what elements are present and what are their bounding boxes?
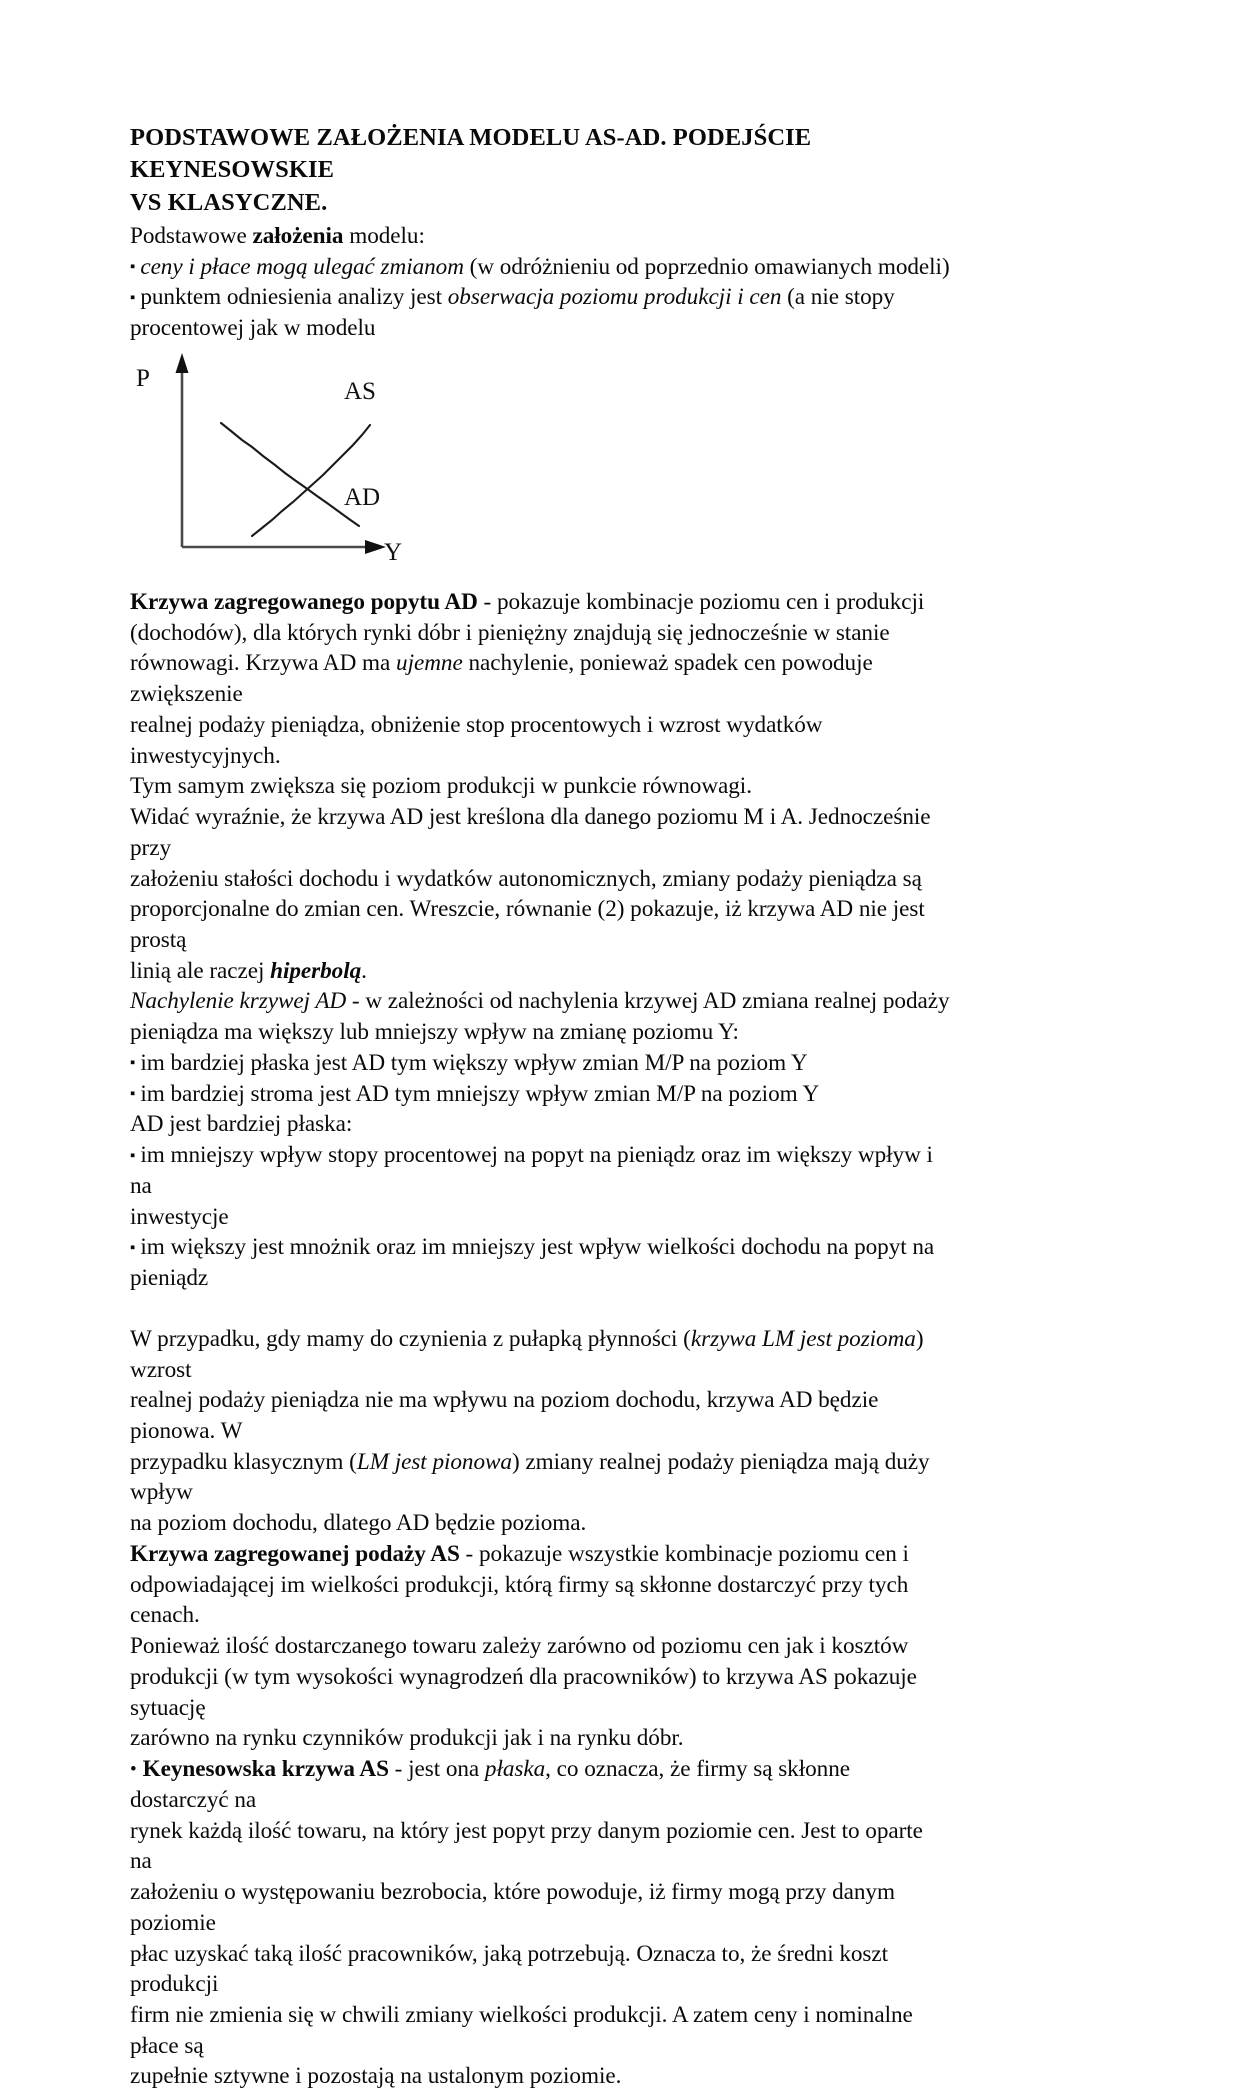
keynes-heading-italic: płaska (484, 1756, 546, 1783)
slope-section-line-2: pieniądza ma większy lub mniejszy wpływ na zmianę poziomu Y: (130, 1019, 739, 1046)
ad-section-line-3: realnej podaży pieniądza, obniżenie stop procentowych i wzrost wydatków inwestycyjnych. (130, 711, 823, 769)
slope-section-heading (130, 986, 950, 1017)
p-axis-arrow-icon (176, 353, 189, 373)
bullet-square-icon: ▪ (130, 1147, 136, 1164)
keynes-line-1: rynek każdą ilość towaru, na który jest popyt przy danym poziomie cen. Jest to oparte na (130, 1817, 923, 1875)
lm-paragraph-line-2: realnej podaży pieniądza nie ma wpływu na poziom dochodu, krzywa AD będzie pionowa. W (130, 1387, 879, 1445)
y-axis-label: Y (384, 538, 403, 566)
slope-bullet-3-cont: inwestycje (130, 1203, 229, 1230)
keynes-line-4: firm nie zmienia się w chwili zmiany wielkości produkcji. A zatem ceny i nominalne płace są (130, 2001, 913, 2059)
lm-paragraph-line-4: na poziom dochodu, dlatego AD będzie pozioma. (130, 1510, 587, 1537)
p-axis-label: P (136, 364, 150, 392)
lm-line-1-b: ) wzrost (130, 1325, 924, 1383)
bullet-square-icon: ▪ (130, 1239, 136, 1256)
lm-line-3-a: przypadku klasycznym ( (130, 1448, 357, 1475)
ad-section-heading-rest: - pokazuje kombinacje poziomu cen i produkcji (477, 588, 925, 615)
ad-section-heading (130, 587, 950, 618)
ad-section-line-1: (dochodów), dla których rynki dóbr i pieniężny znajdują się jednocześnie w stanie (130, 619, 890, 646)
as-ad-chart (130, 351, 950, 579)
lm-line-1-italic: krzywa LM jest pozioma (690, 1325, 916, 1352)
slope-bullet-4 (130, 1232, 950, 1263)
slope-bullet-1 (130, 1048, 950, 1079)
intro-lead-suffix: modelu: (343, 222, 425, 249)
as-section-line-3: produkcji (w tym wysokości wynagrodzeń dla pracowników) to krzywa AS pokazuje sytuację (130, 1663, 917, 1721)
page-title (130, 122, 950, 219)
ad-section-heading-bold: Krzywa zagregowanego popytu AD (130, 588, 478, 615)
as-section-heading-rest: - pokazuje wszystkie kombinacje poziomu cen i (459, 1540, 909, 1567)
keynes-line-3: płac uzyskać taką ilość pracowników, jaką potrzebują. Oznacza to, że średni koszt produkcji (130, 1940, 889, 1998)
slope-subheading: AD jest bardziej płaska: (130, 1111, 353, 1138)
as-section-heading (130, 1539, 950, 1570)
keynes-heading-rest: , co oznacza, że firmy są skłonne dostarczyć na (130, 1756, 850, 1813)
intro-lead (130, 221, 950, 252)
slope-bullet-4-text: im większy jest mnożnik oraz im mniejszy jest wpływ wielkości dochodu na popyt na (140, 1234, 935, 1261)
slope-bullet-2-text: im bardziej stroma jest AD tym mniejszy wpływ zmian M/P na poziom Y (140, 1080, 820, 1107)
hiperbola-bold-italic: hiperbolą (270, 957, 362, 984)
as-section-line-1: odpowiadającej im wielkości produkcji, którą firmy są skłonne dostarczyć przy tych cenach. (130, 1571, 909, 1629)
bullet-square-icon: ▪ (130, 289, 136, 306)
intro-bullet-2-rest: (a nie stopy (781, 284, 895, 311)
ad-curve (221, 423, 359, 526)
keynes-section-heading (130, 1754, 950, 1815)
slope-bullet-3-text: im mniejszy wpływ stopy procentowej na popyt na pieniądz oraz im większy wpływ i na (130, 1142, 933, 1199)
document-body (130, 122, 950, 2092)
slope-heading-italic: Nachylenie krzywej AD (130, 988, 347, 1015)
lm-paragraph-line-3 (130, 1447, 950, 1508)
intro-bullet-1 (130, 252, 950, 283)
lm-line-1-a: W przypadku, gdy mamy do czynienia z pułapką płynności ( (130, 1325, 691, 1352)
intro-bullet-1-rest: (w odróżnieniu od poprzednio omawianych modeli) (463, 253, 950, 280)
as-section-line-4: zarówno na rynku czynników produkcji jak i na rynku dóbr. (130, 1725, 684, 1752)
keynes-heading-bold: Keynesowska krzywa AS (142, 1756, 389, 1783)
ad-section-line-7: proporcjonalne do zmian cen. Wreszcie, równanie (2) pokazuje, iż krzywa AD nie jest prostą (130, 896, 925, 953)
paragraph-gap (130, 1294, 950, 1324)
intro-bullet-2 (130, 282, 950, 313)
slope-bullet-1-text: im bardziej płaska jest AD tym większy wpływ zmian M/P na poziom Y (140, 1049, 808, 1076)
bullet-dot-icon: • (130, 1759, 137, 1781)
as-section-heading-bold: Krzywa zagregowanej podaży AS (130, 1540, 460, 1567)
bullet-square-icon: ▪ (130, 1086, 136, 1103)
slope-bullet-2 (130, 1079, 950, 1110)
keynes-heading-mid: - jest ona (388, 1756, 485, 1783)
intro-lead-prefix: Podstawowe (130, 222, 253, 249)
slope-heading-rest: - w zależności od nachylenia krzywej AD zmiana realnej podaży (346, 988, 950, 1015)
as-section-line-2: Ponieważ ilość dostarczanego towaru zależy zarówno od poziomu cen jak i kosztów (130, 1633, 909, 1660)
lm-line-3-italic: LM jest pionowa (356, 1448, 512, 1475)
intro-continuation: procentowej jak w modelu (130, 315, 376, 342)
keynes-line-5: zupełnie sztywne i pozostają na ustalonym poziomie. (130, 2063, 622, 2090)
slope-bullet-4-cont: pieniądz (130, 1265, 209, 1292)
lm-paragraph-line-1 (130, 1324, 950, 1385)
slope-bullet-3 (130, 1140, 950, 1201)
title-line-1: PODSTAWOWE ZAŁOŻENIA MODELU AS-AD. PODEJŚCIE KEYNESOWSKIE (130, 124, 812, 184)
ad-section-line-6: założeniu stałości dochodu i wydatków autonomicznych, zmiany podaży pieniądza są (130, 865, 922, 892)
as-curve-label: AS (344, 377, 376, 405)
intro-bullet-2-start: punktem odniesienia analizy jest (140, 284, 448, 311)
ad-section-line-8: linią ale raczej hiperbolą. (130, 957, 367, 984)
intro-lead-bold: założenia (252, 222, 344, 249)
intro-bullet-2-italic: obserwacja poziomu produkcji i cen (447, 284, 782, 311)
as-ad-chart-svg (130, 351, 460, 579)
as-curve (252, 425, 370, 536)
ad-section-line-2: równowagi. Krzywa AD ma ujemne nachylenie, ponieważ spadek cen powoduje zwiększenie (130, 650, 873, 708)
intro-bullet-1-italic: ceny i płace mogą ulegać zmianom (140, 253, 464, 280)
ujemne-italic: ujemne (396, 650, 463, 677)
ad-section-line-5: Widać wyraźnie, że krzywa AD jest kreślona dla danego poziomu M i A. Jednocześnie przy (130, 804, 931, 861)
bullet-square-icon: ▪ (130, 259, 136, 276)
keynes-line-2: założeniu o występowaniu bezrobocia, które powoduje, iż firmy mogą przy danym poziomie (130, 1879, 895, 1936)
bullet-square-icon: ▪ (130, 1055, 136, 1072)
ad-section-line-4: Tym samym zwiększa się poziom produkcji w punkcie równowagi. (130, 773, 752, 800)
lm-line-3-b: ) zmiany realnej podaży pieniądza mają duży wpływ (130, 1448, 930, 1506)
title-line-2: VS KLASYCZNE. (130, 188, 328, 216)
ad-curve-label: AD (344, 483, 381, 511)
y-axis-arrow-icon (365, 540, 386, 554)
